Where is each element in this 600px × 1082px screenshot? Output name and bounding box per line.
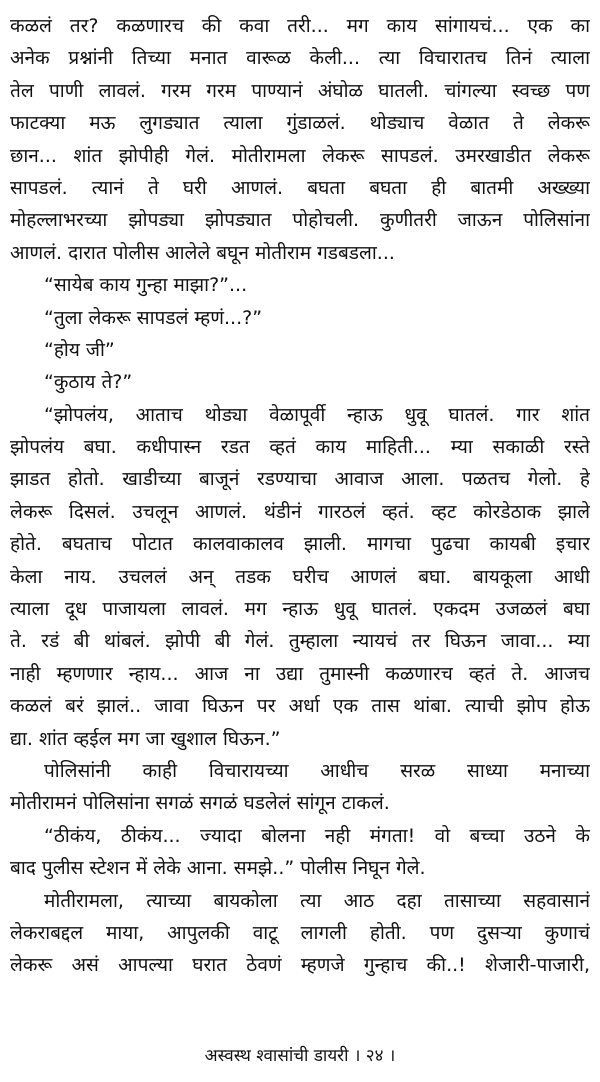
text-line: ते. रडं बी थांबलं. झोपी बी गेलं. तुम्हाला न्यायचं तर घिऊन जावा... म्या	[10, 630, 590, 653]
text-line: नाही म्हणणार न्हाय... आज ना उद्या तुमास्नी कळणारच व्हतं ते. आजच	[10, 662, 590, 685]
dialogue-line: “सायेब काय गुन्हा माझा?”...	[44, 274, 248, 297]
paragraph-start-line: “ठीकंय, ठीकंय... ज्यादा बोलना नही मंगता! वो बच्चा उठने के	[44, 824, 590, 847]
text-line: मोतीरामनं पोलिसांना सगळं सगळं घडलेलं सांगून टाकलं.	[10, 792, 390, 815]
text-line: फाटक्या मऊ लुगड्यात त्याला गुंडाळलं. थोड्याच वेळात ते लेकरू	[10, 112, 590, 135]
text-line: त्याला दूध पाजायला लावलं. मग न्हाऊ धुवू घातलं. एकदम उजळलं बघा	[10, 598, 590, 621]
text-line: कळलं बरं झालं.. जावा घिऊन पर अर्धा एक तास थांबा. त्याची झोप होऊ	[10, 695, 590, 718]
dialogue-line: “कुठाय ते?”	[44, 371, 133, 394]
paragraph-start-line: मोतीरामला, त्याच्या बायकोला त्या आठ दहा तासाच्या सहवासानं	[44, 889, 590, 912]
text-line: अनेक प्रश्नांनी तिच्या मनात वारूळ केली... त्या विचारातच तिनं त्याला	[10, 47, 590, 70]
text-line: कळलं तर? कळणारच की कवा तरी... मग काय सांगायचं... एक का	[10, 15, 590, 37]
dialogue-line: “तुला लेकरू सापडलं म्हणं...?”	[44, 306, 263, 329]
paragraph-start-line: पोलिसांनी काही विचारायच्या आधीच सरळ साध्या मनाच्या	[44, 759, 590, 782]
text-line: केला नाय. उचललं अन् तडक घरीच आणलं बघा. बायकूला आधी	[10, 565, 590, 588]
text-line: छान... शांत झोपीही गेलं. मोतीरामला लेकरू सापडलं. उमरखाडीत लेकरू	[10, 144, 590, 167]
page-footer: अस्वस्थ श्वासांची डायरी । २४ ।	[204, 1046, 396, 1066]
text-line: लेकराबद्दल माया, आपुलकी वाटू लागली होती. पण दुसऱ्या कुणाचं	[10, 921, 590, 944]
text-line: झोपलंय बघा. कधीपास्न रडत व्हतं काय माहिती... म्या सकाळी रस्ते	[10, 436, 590, 459]
text-line: लेकरू दिसलं. उचलून आणलं. थंडीनं गारठलं व्हतं. व्हट कोरडेठाक झाले	[10, 500, 590, 523]
text-line: आणलं. दारात पोलीस आलेले बघून मोतीराम गडबडला...	[10, 241, 395, 264]
text-line: तेल पाणी लावलं. गरम गरम पाण्यानं अंघोळ घातली. चांगल्या स्वच्छ पण	[10, 79, 590, 102]
text-line: होते. बघताच पोटात कालवाकालव झाली. मागचा पुढचा कायबी इचार	[10, 533, 590, 556]
text-line: झाडत होतो. खाडीच्या बाजूनं रडण्याचा आवाज आला. पळतच गेलो. हे	[10, 468, 590, 491]
text-line: द्या. शांत व्हईल मग जा खुशाल घिऊन.”	[10, 727, 281, 750]
dialogue-line: “होय जी”	[44, 338, 115, 361]
text-line: मोहल्लाभरच्या झोपड्या झोपड्यात पोहोचली. कुणीतरी जाऊन पोलिसांना	[10, 209, 590, 232]
text-line: सापडलं. त्यानं ते घरी आणलं. बघता बघता ही बातमी अख्ख्या	[10, 176, 590, 199]
text-line: बाद पुलीस स्टेशन में लेके आना. समझे..” पोलीस निघून गेले.	[10, 857, 426, 880]
text-line: लेकरू असं आपल्या घरात ठेवणं म्हणजे गुन्हाच की..! शेजारी-पाजारी,	[10, 954, 590, 977]
paragraph-start-line: “झोपलंय, आताच थोड्या वेळापूर्वी न्हाऊ धुवू घातलं. गार शांत	[44, 403, 590, 426]
